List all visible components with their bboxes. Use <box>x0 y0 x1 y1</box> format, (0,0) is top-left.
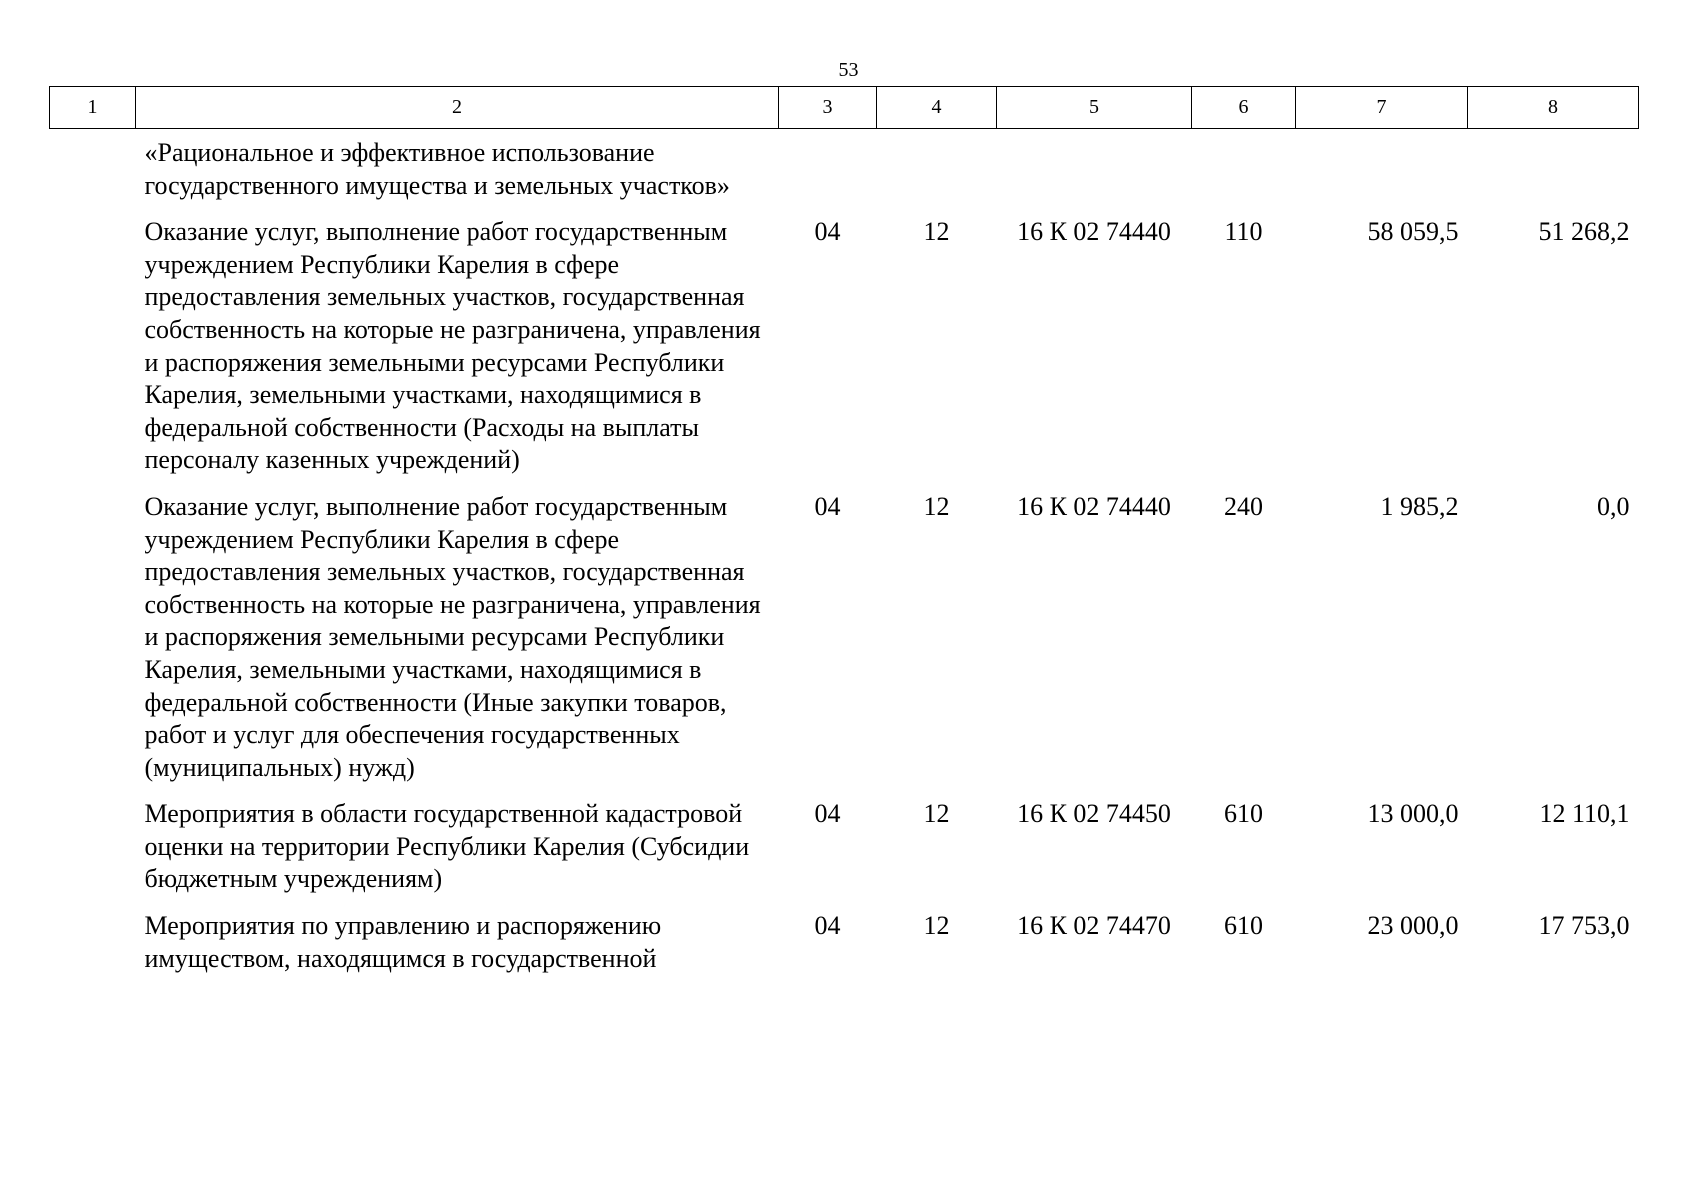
amount-col-7 <box>1296 129 1468 217</box>
amount-col-7: 58 059,5 <box>1367 217 1459 247</box>
table-row <box>50 910 1639 989</box>
header-col-7: 7 <box>1296 87 1468 129</box>
expense-type-code: 110 <box>1224 217 1263 247</box>
budget-table-container <box>49 86 1638 989</box>
header-col-2: 2 <box>136 87 779 129</box>
table-row <box>50 129 1639 217</box>
target-article-code: 16 К 02 74470 <box>1017 911 1171 941</box>
header-col-4: 4 <box>877 87 997 129</box>
row-name: «Рациональное и эффективное использование государственного имущества и земельных участков» <box>144 138 730 200</box>
amount-col-7: 1 985,2 <box>1380 491 1459 521</box>
amount-col-8: 51 268,2 <box>1538 217 1630 247</box>
header-row <box>50 87 1639 129</box>
col-1-cell <box>50 216 136 491</box>
section-code: 04 <box>814 911 841 941</box>
section-code: 04 <box>814 217 841 247</box>
header-col-5: 5 <box>997 87 1192 129</box>
col-1-cell <box>50 798 136 910</box>
header-col-6: 6 <box>1192 87 1296 129</box>
header-col-8: 8 <box>1468 87 1639 129</box>
amount-col-7: 13 000,0 <box>1367 799 1459 829</box>
amount-col-8: 17 753,0 <box>1538 911 1630 941</box>
table-row <box>50 216 1639 491</box>
section-code <box>779 129 877 217</box>
subsection-code: 12 <box>923 491 950 521</box>
section-code: 04 <box>814 799 841 829</box>
subsection-code <box>877 129 997 217</box>
table-body <box>50 129 1639 990</box>
section-code: 04 <box>814 491 841 521</box>
target-article-code: 16 К 02 74440 <box>1017 491 1171 521</box>
table-row <box>50 491 1639 798</box>
col-1-cell <box>50 491 136 798</box>
expense-type-code: 240 <box>1224 491 1263 521</box>
row-name: Оказание услуг, выполнение работ государственным учреждением Республики Карелия в сфере предоставления земельных участков, государственная собственность на которые не разграничена, управления и распоряжения земельными ресурсами Республики Карелия, земельными участками, находящимися в федеральной собственности (Расходы на выплаты персоналу казенных учреждений) <box>144 217 761 475</box>
amount-col-7: 23 000,0 <box>1367 911 1459 941</box>
budget-table <box>49 86 1639 989</box>
col-1-cell <box>50 910 136 989</box>
col-1-cell <box>50 129 136 217</box>
amount-col-8 <box>1468 129 1639 217</box>
row-name: Мероприятия в области государственной кадастровой оценки на территории Республики Карелия (Субсидии бюджетным учреждениям) <box>144 799 750 894</box>
expense-type-code <box>1192 129 1296 217</box>
target-article-code: 16 К 02 74440 <box>1017 217 1171 247</box>
expense-type-code: 610 <box>1224 911 1263 941</box>
target-article-code: 16 К 02 74450 <box>1017 799 1171 829</box>
header-col-3: 3 <box>779 87 877 129</box>
subsection-code: 12 <box>923 217 950 247</box>
table-row <box>50 798 1639 910</box>
subsection-code: 12 <box>923 911 950 941</box>
row-name: Мероприятия по управлению и распоряжению имуществом, находящимся в государственной <box>144 911 662 973</box>
row-name: Оказание услуг, выполнение работ государственным учреждением Республики Карелия в сфере предоставления земельных участков, государственная собственность на которые не разграничена, управления и распоряжения земельными ресурсами Республики Карелия, земельными участками, находящимися в федеральной собственности (Иные закупки товаров, работ и услуг для обеспечения государственных (муниципальных) нужд) <box>144 491 761 782</box>
table-header <box>50 87 1639 129</box>
amount-col-8: 12 110,1 <box>1539 799 1630 829</box>
header-col-1: 1 <box>50 87 136 129</box>
expense-type-code: 610 <box>1224 799 1263 829</box>
page-number: 53 <box>838 59 859 81</box>
target-article-code <box>997 129 1192 217</box>
amount-col-8: 0,0 <box>1597 491 1630 521</box>
subsection-code: 12 <box>923 799 950 829</box>
